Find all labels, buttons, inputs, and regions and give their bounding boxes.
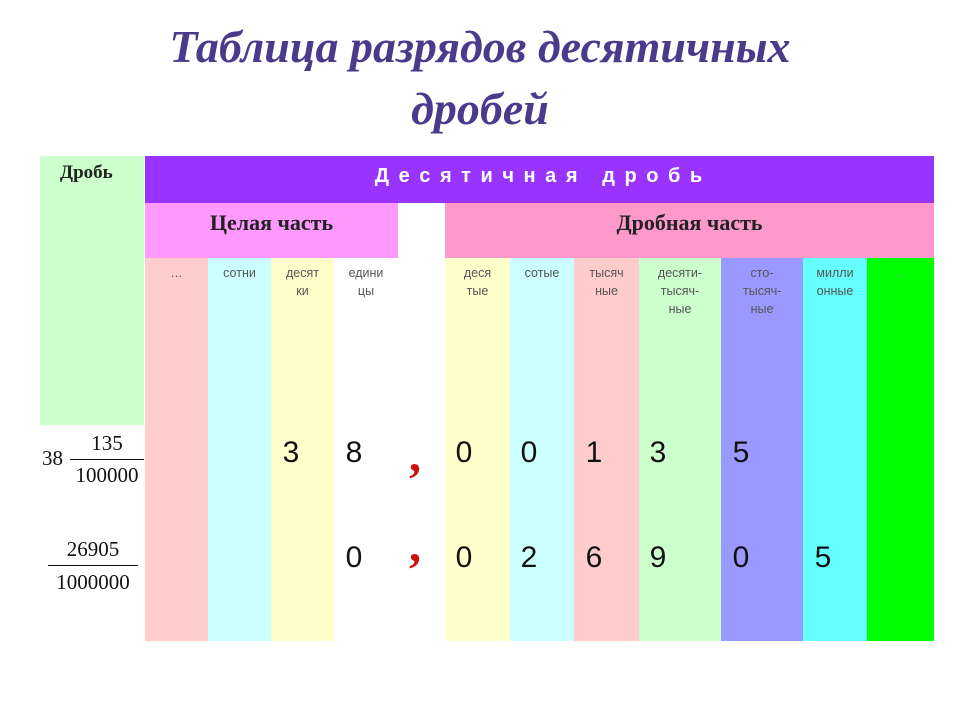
row1-fraction-bar bbox=[70, 459, 144, 460]
column-thousandths: тысяч ные bbox=[574, 258, 639, 641]
row2-numerator: 26905 bbox=[66, 537, 120, 561]
integer-part-header: Целая часть bbox=[145, 203, 398, 258]
column-integer-more: … bbox=[145, 258, 208, 641]
column-hundred-thousandths: сто- тысяч- ные bbox=[721, 258, 803, 641]
row2-digit-units: 0 bbox=[345, 541, 363, 574]
row2-fraction-bar bbox=[48, 565, 138, 566]
row1-decimal-comma: , bbox=[409, 429, 421, 482]
row1-digit-tens: 3 bbox=[282, 436, 300, 469]
column-tenths: деся тые bbox=[445, 258, 510, 641]
row2-decimal-comma: , bbox=[409, 519, 421, 572]
decimal-fraction-header: Д е с я т и ч н а я д р о б ь bbox=[145, 156, 934, 203]
page-title-line2: дробей bbox=[411, 83, 549, 134]
column-tens: десят ки bbox=[271, 258, 334, 641]
column-hundreds: сотни bbox=[208, 258, 271, 641]
column-units: едини цы bbox=[334, 258, 398, 641]
fraction-column-label: Дробь bbox=[60, 162, 113, 183]
row1-digit-thousandths: 1 bbox=[585, 436, 603, 469]
row2-digit-hundred-thousandths: 0 bbox=[732, 541, 750, 574]
row2-digit-millionths: 5 bbox=[814, 541, 832, 574]
row1-digit-hundred-thousandths: 5 bbox=[732, 436, 750, 469]
column-fraction-more: … bbox=[867, 258, 934, 641]
row2-digit-hundredths: 2 bbox=[520, 541, 538, 574]
fraction-column-header bbox=[40, 156, 144, 425]
row2-digit-ten-thousandths: 9 bbox=[649, 541, 667, 574]
row2-digit-tenths: 0 bbox=[455, 541, 473, 574]
page-title: Таблица разрядов десятичных bbox=[169, 21, 791, 72]
column-hundredths: сотые bbox=[510, 258, 574, 641]
row1-numerator: 135 bbox=[91, 431, 123, 455]
row1-digit-tenths: 0 bbox=[455, 436, 473, 469]
row1-denominator: 100000 bbox=[75, 463, 139, 487]
row1-digit-hundredths: 0 bbox=[520, 436, 538, 469]
row1-whole-number: 38 bbox=[42, 446, 63, 470]
column-millionths: милли онные bbox=[803, 258, 867, 641]
row2-digit-thousandths: 6 bbox=[585, 541, 603, 574]
row1-digit-ten-thousandths: 3 bbox=[649, 436, 667, 469]
row1-digit-units: 8 bbox=[345, 436, 363, 469]
column-ten-thousandths: десяти- тысяч- ные bbox=[639, 258, 721, 641]
fractional-part-header: Дробная часть bbox=[445, 203, 934, 258]
row2-denominator: 1000000 bbox=[56, 570, 130, 594]
